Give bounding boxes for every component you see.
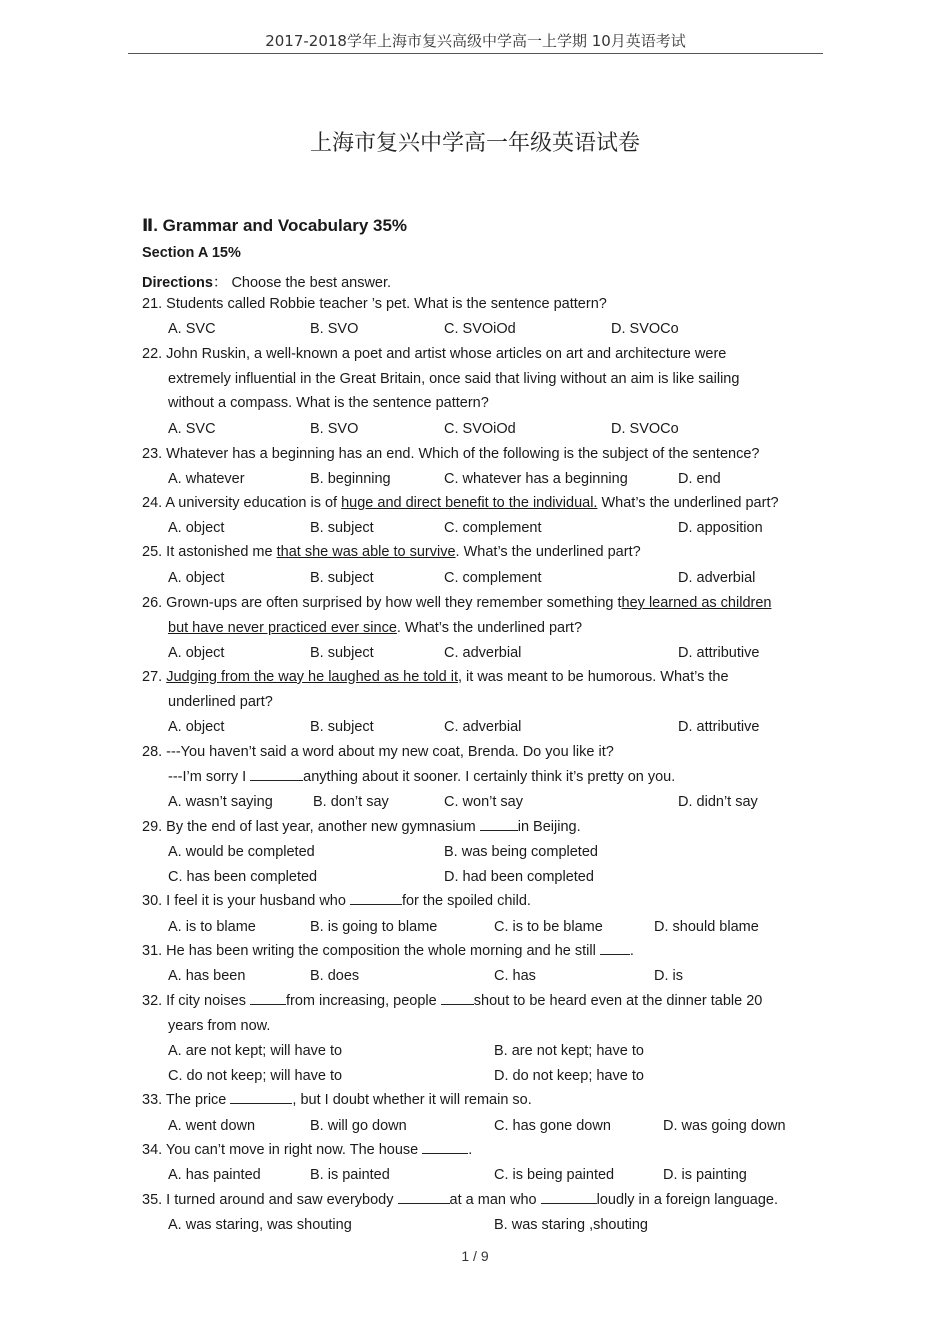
q31-text-end: . bbox=[629, 943, 634, 959]
question-26 bbox=[142, 594, 771, 612]
q32-text-end: shout to be heard even at the dinner table 20 bbox=[473, 993, 763, 1009]
answer-blank bbox=[350, 892, 402, 905]
q24-prompt: What’s the underlined part? bbox=[597, 495, 779, 511]
q28-reply-end: anything about it sooner. I certainly think it’s pretty on you. bbox=[303, 769, 676, 785]
q28-reply: ---I’m sorry I bbox=[168, 769, 251, 785]
q22-option-b: B. SVO bbox=[310, 421, 359, 437]
q30-text: 30. I feel it is your husband who bbox=[142, 893, 350, 909]
question-25 bbox=[142, 543, 641, 561]
q26-option-b: B. subject bbox=[310, 645, 374, 661]
q35-text-end: loudly in a foreign language. bbox=[596, 1192, 778, 1208]
q29-option-c: C. has been completed bbox=[168, 869, 318, 885]
q27-option-c: C. adverbial bbox=[444, 719, 522, 735]
q29-text-end: in Beijing. bbox=[517, 819, 581, 835]
q28-option-a: A. wasn’t saying bbox=[168, 794, 273, 810]
question-30 bbox=[142, 892, 531, 910]
q30-option-d: D. should blame bbox=[654, 919, 759, 935]
answer-blank bbox=[398, 1191, 450, 1204]
q35-option-b: B. was staring ,shouting bbox=[494, 1217, 648, 1233]
q35-text: 35. I turned around and saw everybody bbox=[142, 1192, 398, 1208]
q24-underlined: huge and direct benefit to the individual. bbox=[341, 495, 598, 511]
q24-text: 24. A university education is of bbox=[142, 495, 342, 511]
q25-option-a: A. object bbox=[168, 570, 225, 586]
directions-text: ： Choose the best answer. bbox=[212, 275, 392, 291]
question-31 bbox=[142, 942, 634, 960]
q30-option-b: B. is going to blame bbox=[310, 919, 438, 935]
q31-option-b: B. does bbox=[310, 968, 360, 984]
q27-number: 27. bbox=[142, 669, 167, 685]
q32-option-c: C. do not keep; will have to bbox=[168, 1068, 343, 1084]
q29-option-a: A. would be completed bbox=[168, 844, 315, 860]
q33-text-end: , but I doubt whether it will remain so. bbox=[292, 1092, 532, 1108]
q33-option-c: C. has gone down bbox=[494, 1118, 611, 1134]
q27-text: it was meant to be humorous. What’s the bbox=[462, 669, 729, 685]
question-33 bbox=[142, 1091, 532, 1109]
q23-option-c: C. whatever has a beginning bbox=[444, 471, 628, 487]
q26-underlined-2: but have never practiced ever since bbox=[168, 620, 397, 636]
q35-option-a: A. was staring, was shouting bbox=[168, 1217, 352, 1233]
q22-option-d: D. SVOCo bbox=[611, 421, 679, 437]
directions-label: Directions bbox=[142, 275, 213, 291]
q26-option-d: D. attributive bbox=[678, 645, 760, 661]
answer-blank bbox=[250, 768, 303, 781]
q34-text: 34. You can’t move in right now. The house bbox=[142, 1142, 423, 1158]
q31-option-d: D. is bbox=[654, 968, 683, 984]
q25-option-b: B. subject bbox=[310, 570, 374, 586]
q24-option-b: B. subject bbox=[310, 520, 374, 536]
q21-option-b: B. SVO bbox=[310, 321, 359, 337]
answer-blank bbox=[250, 992, 286, 1005]
q34-option-a: A. has painted bbox=[168, 1167, 261, 1183]
q31-option-a: A. has been bbox=[168, 968, 246, 984]
q26-underlined-1: hey learned as children bbox=[621, 595, 772, 611]
q30-text-end: for the spoiled child. bbox=[401, 893, 531, 909]
q32-option-a: A. are not kept; will have to bbox=[168, 1043, 343, 1059]
question-28: 28. ---You haven’t said a word about my new coat, Brenda. Do you like it? bbox=[142, 744, 614, 760]
q21-option-c: C. SVOiOd bbox=[444, 321, 516, 337]
answer-blank bbox=[230, 1091, 292, 1104]
question-22: 22. John Ruskin, a well-known a poet and artist whose articles on art and architecture were bbox=[142, 346, 727, 362]
q33-option-b: B. will go down bbox=[310, 1118, 407, 1134]
q32-option-d: D. do not keep; have to bbox=[494, 1068, 644, 1084]
q27-option-d: D. attributive bbox=[678, 719, 760, 735]
question-27-line2: underlined part? bbox=[168, 694, 273, 710]
question-22-line3: without a compass. What is the sentence pattern? bbox=[168, 395, 489, 411]
question-29 bbox=[142, 818, 581, 836]
q30-option-a: A. is to blame bbox=[168, 919, 256, 935]
q26-prompt: . What’s the underlined part? bbox=[396, 620, 583, 636]
q28-option-c: C. won’t say bbox=[444, 794, 523, 810]
question-35 bbox=[142, 1191, 778, 1209]
q34-option-c: C. is being painted bbox=[494, 1167, 615, 1183]
q34-option-b: B. is painted bbox=[310, 1167, 390, 1183]
q27-option-a: A. object bbox=[168, 719, 225, 735]
q33-option-d: D. was going down bbox=[663, 1118, 786, 1134]
question-28-line2 bbox=[168, 768, 675, 786]
q24-option-c: C. complement bbox=[444, 520, 542, 536]
question-22-line2: extremely influential in the Great Britain, once said that living without an aim is like sailing bbox=[168, 371, 740, 387]
q33-option-a: A. went down bbox=[168, 1118, 256, 1134]
q25-text: 25. It astonished me bbox=[142, 544, 277, 560]
q25-option-d: D. adverbial bbox=[678, 570, 756, 586]
q33-text: 33. The price bbox=[142, 1092, 231, 1108]
q23-option-a: A. whatever bbox=[168, 471, 245, 487]
q30-option-c: C. is to be blame bbox=[494, 919, 603, 935]
q24-option-a: A. object bbox=[168, 520, 225, 536]
header-rule bbox=[128, 53, 823, 54]
running-header: 2017-2018学年上海市复兴高级中学高一上学期 10月英语考试 bbox=[265, 32, 686, 50]
q28-option-b: B. don’t say bbox=[313, 794, 389, 810]
question-34 bbox=[142, 1141, 472, 1159]
q27-underlined: Judging from the way he laughed as he told it, bbox=[166, 669, 463, 685]
question-24 bbox=[142, 494, 779, 512]
answer-blank bbox=[480, 818, 518, 831]
q32-option-b: B. are not kept; have to bbox=[494, 1043, 644, 1059]
page-number: 1 / 9 bbox=[461, 1248, 489, 1264]
question-27 bbox=[142, 668, 729, 686]
q25-option-c: C. complement bbox=[444, 570, 542, 586]
part-title: Ⅱ. Grammar and Vocabulary 35% bbox=[142, 216, 408, 235]
q26-option-c: C. adverbial bbox=[444, 645, 522, 661]
q24-option-d: D. apposition bbox=[678, 520, 763, 536]
q28-option-d: D. didn’t say bbox=[678, 794, 758, 810]
answer-blank bbox=[600, 942, 630, 955]
q22-option-a: A. SVC bbox=[168, 421, 216, 437]
q23-option-b: B. beginning bbox=[310, 471, 391, 487]
q32-text: 32. If city noises bbox=[142, 993, 250, 1009]
section-title: Section A 15% bbox=[142, 245, 241, 261]
q34-text-end: . bbox=[468, 1142, 473, 1158]
q31-text: 31. He has been writing the composition the whole morning and he still bbox=[142, 943, 600, 959]
q35-text-mid: at a man who bbox=[449, 1192, 541, 1208]
question-26-line2 bbox=[168, 619, 582, 637]
question-23: 23. Whatever has a beginning has an end. Which of the following is the subject of the sentence? bbox=[142, 446, 760, 462]
question-32 bbox=[142, 992, 762, 1010]
q21-option-a: A. SVC bbox=[168, 321, 216, 337]
q25-prompt: . What’s the underlined part? bbox=[455, 544, 641, 560]
directions bbox=[142, 271, 391, 292]
q22-option-c: C. SVOiOd bbox=[444, 421, 516, 437]
answer-blank bbox=[441, 992, 474, 1005]
q29-option-b: B. was being completed bbox=[444, 844, 598, 860]
q23-option-d: D. end bbox=[678, 471, 721, 487]
q21-option-d: D. SVOCo bbox=[611, 321, 679, 337]
q32-text-mid: from increasing, people bbox=[286, 993, 441, 1009]
question-32-line2: years from now. bbox=[168, 1018, 271, 1034]
q29-text: 29. By the end of last year, another new gymnasium bbox=[142, 819, 480, 835]
q26-option-a: A. object bbox=[168, 645, 225, 661]
question-21: 21. Students called Robbie teacher ’s pet. What is the sentence pattern? bbox=[142, 296, 607, 312]
answer-blank bbox=[541, 1191, 597, 1204]
page-title: 上海市复兴中学高一年级英语试卷 bbox=[309, 131, 640, 156]
answer-blank bbox=[422, 1141, 468, 1154]
q29-option-d: D. had been completed bbox=[444, 869, 594, 885]
q26-text: 26. Grown-ups are often surprised by how well they remember something t bbox=[142, 595, 622, 611]
q31-option-c: C. has bbox=[494, 968, 536, 984]
q27-option-b: B. subject bbox=[310, 719, 374, 735]
q25-underlined: that she was able to survive bbox=[276, 544, 456, 560]
q34-option-d: D. is painting bbox=[663, 1167, 747, 1183]
